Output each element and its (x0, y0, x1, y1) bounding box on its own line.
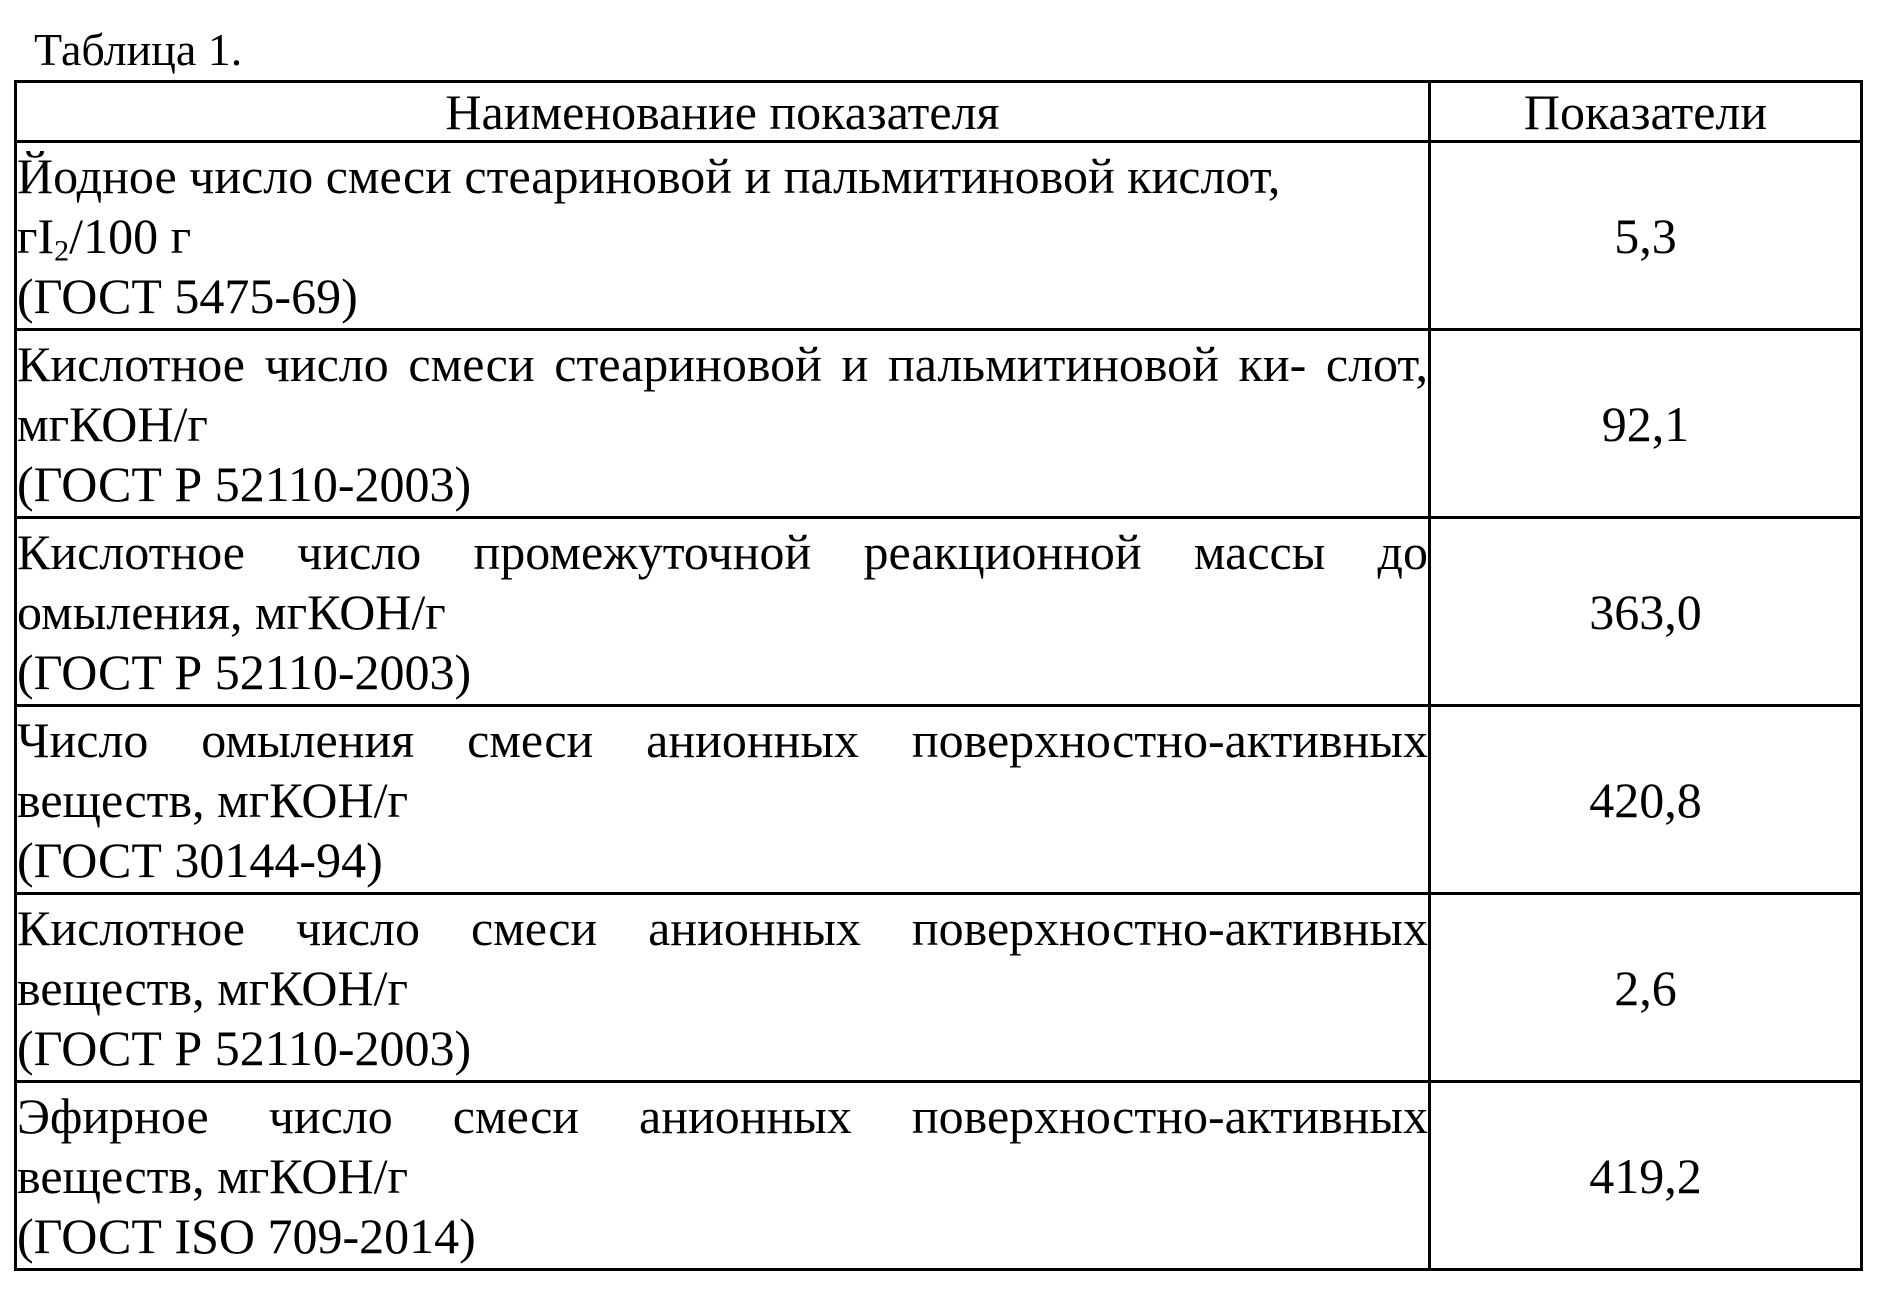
indicator-standard: (ГОСТ Р 52110-2003) (17, 643, 472, 700)
indicator-value: 5,3 (1430, 142, 1862, 330)
indicator-standard: (ГОСТ Р 52110-2003) (17, 1019, 472, 1076)
indicator-name: Кислотное число смеси стеариновой и пальмитиновой ки- слот, мгКОН/г (17, 335, 1428, 452)
indicator-unit: $гI_2/100$ г (17, 207, 192, 267)
indicator-name: Кислотное число смеси анионных поверхностно-активных веществ, мгКОН/г (17, 899, 1428, 1016)
indicators-table (14, 80, 1863, 1271)
indicator-standard: (ГОСТ 5475-69) (17, 267, 358, 324)
indicator-name: Эфирное число смеси анионных поверхностно-активных веществ, мгКОН/г (17, 1087, 1428, 1204)
indicator-name-cell (16, 518, 1430, 706)
column-header-values: Показатели (1430, 82, 1862, 142)
table-row (16, 706, 1862, 894)
indicator-value: 2,6 (1430, 894, 1862, 1082)
indicator-standard: (ГОСТ 30144-94) (17, 831, 383, 888)
indicator-standard: (ГОСТ ISO 709-2014) (17, 1207, 476, 1264)
indicator-name-cell (16, 142, 1430, 330)
table-row (16, 330, 1862, 518)
table-row (16, 1082, 1862, 1270)
table-row (16, 142, 1862, 330)
column-header-indicator-name: Наименование показателя (16, 82, 1430, 142)
indicator-name-cell (16, 894, 1430, 1082)
indicator-name-cell (16, 1082, 1430, 1270)
indicator-name-cell (16, 706, 1430, 894)
table-row (16, 894, 1862, 1082)
table-caption: Таблица 1. (34, 24, 243, 75)
table-header-row (16, 82, 1862, 142)
indicator-value: 420,8 (1430, 706, 1862, 894)
indicator-name-cell (16, 330, 1430, 518)
table-row (16, 518, 1862, 706)
indicator-value: 419,2 (1430, 1082, 1862, 1270)
indicator-value: 363,0 (1430, 518, 1862, 706)
indicator-value: 92,1 (1430, 330, 1862, 518)
indicator-name: Кислотное число промежуточной реакционной массы до омыления, мгКОН/г (17, 523, 1428, 640)
indicator-standard: (ГОСТ Р 52110-2003) (17, 455, 472, 512)
indicator-name: Йодное число смеси стеариновой и пальмитиновой кислот, (17, 147, 1281, 204)
indicator-name: Число омыления смеси анионных поверхностно-активных веществ, мгКОН/г (17, 711, 1428, 828)
